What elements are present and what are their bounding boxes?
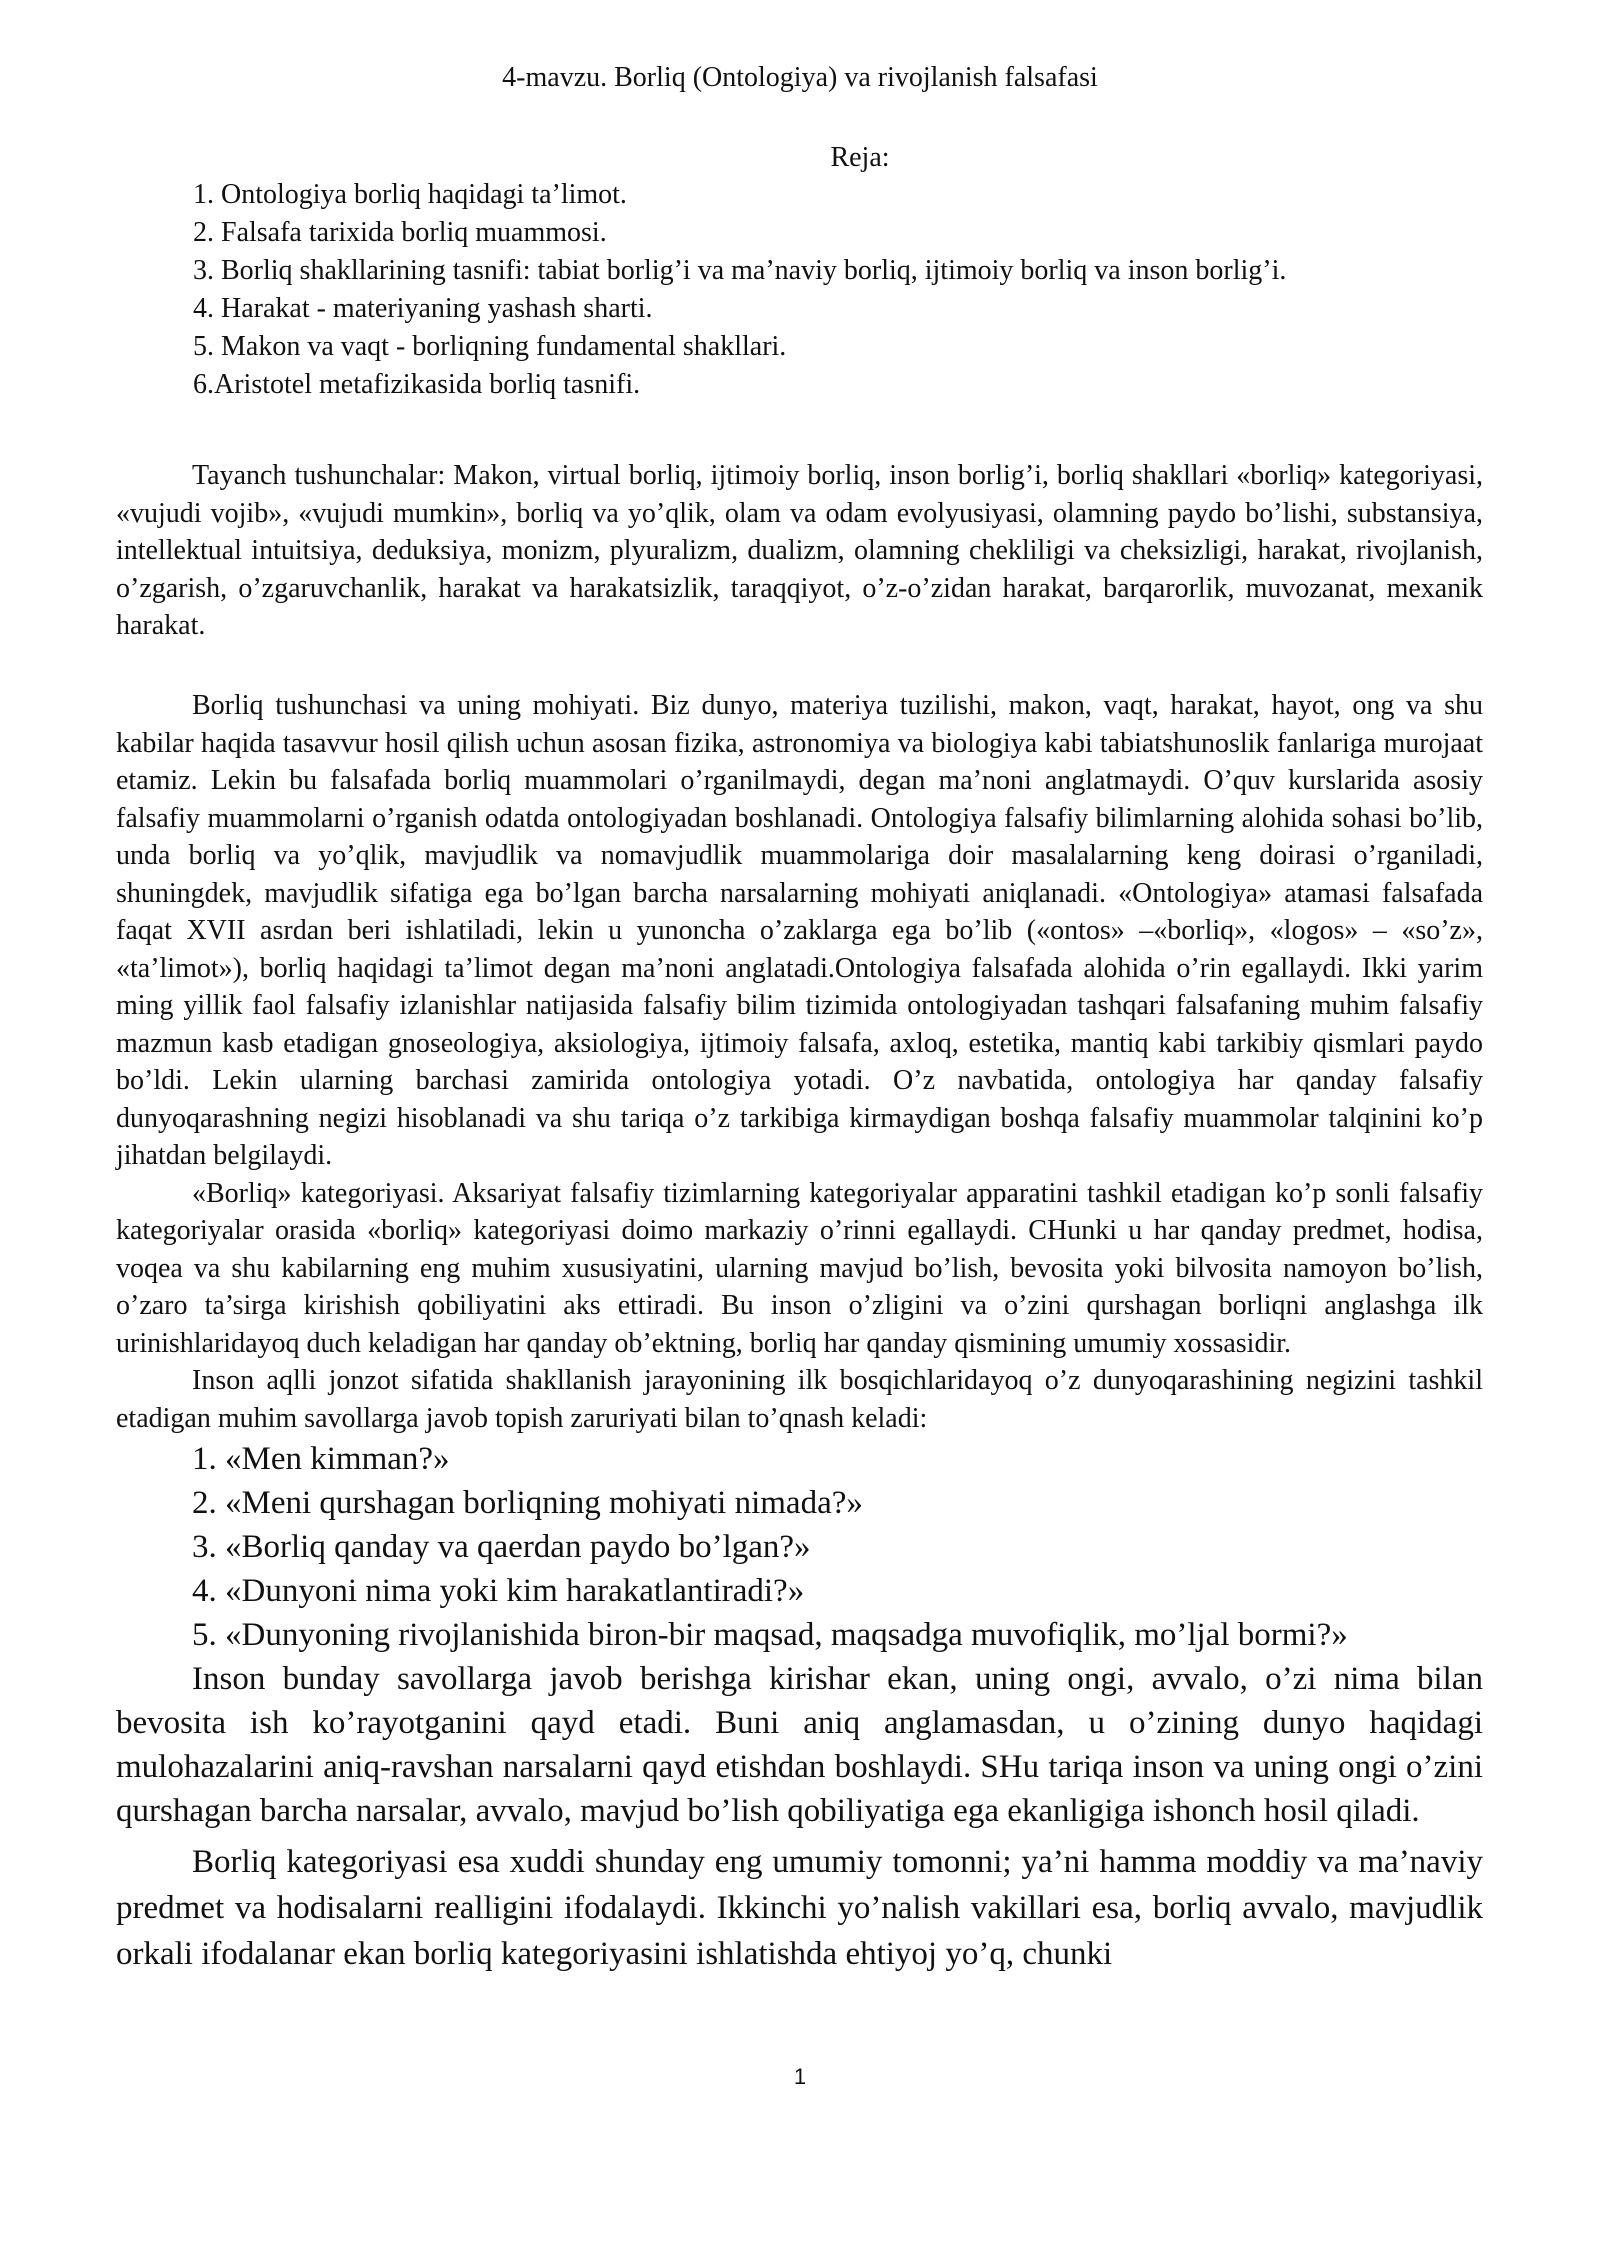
plan-item: 6.Aristotel metafizikasida borliq tasnifi. — [193, 369, 641, 400]
plan-item: 1. Ontologiya borliq haqidagi ta’limot. — [193, 179, 627, 210]
question-item: 2. «Meni qurshagan borliqning mohiyati nimada?» — [192, 1485, 863, 1521]
page-number: 1 — [793, 2064, 807, 2089]
plan-item: 2. Falsafa tarixida borliq muammosi. — [193, 217, 607, 248]
main-text — [116, 687, 1483, 1977]
body-paragraph: Borliq tushunchasi va uning mohiyati. Biz dunyo, materiya tuzilishi, makon, vaqt, harakat, hayot, ong va shu kabilar haqida tasavvur hosil qilish uchun asosan fizika, astronomiya va biologiya kabi tabiatshunoslik fanlariga murojaat etamiz. Lekin bu falsafada borliq muammolari o’rganilmaydi, degan ma’noni anglatmaydi. O’quv kurslarida asosiy falsafiy muammolarni o’rganish odatda ontologiyadan boshlanadi. Ontologiya falsafiy bilimlarning alohida sohasi bo’lib, unda borliq va yo’qlik, mavjudlik va nomavjudlik muammolariga doir masalalarning keng doirasi o’rganiladi, shuningdek, mavjudlik sifatiga ega bo’lgan barcha narsalarning mohiyati aniqlanadi. «Ontologiya» atamasi falsafada faqat XVII asrdan beri ishlatiladi, lekin u yunoncha o’zaklarga ega bo’lib («ontos» –«borliq», «logos» – «so’z», «ta’limot»), borliq haqidagi ta’limot degan ma’noni anglatadi.Ontologiya falsafada alohida o’rin egallaydi. Ikki yarim ming yillik faol falsafiy izlanishlar natijasida falsafiy bilim tizimida ontologiyadan tashqari falsafaning muhim falsafiy mazmun kasb etadigan gnoseologiya, aksiologiya, ijtimoiy falsafa, axloq, estetika, mantiq kabi tarkibiy qismlari paydo bo’ldi. Lekin ularning barchasi zamirida ontologiya yotadi. O’z navbatida, ontologiya har qanday falsafiy dunyoqarashning negizi hisoblanadi va shu tariqa o’z tarkibiga kirmaydigan boshqa falsafiy muammolar talqinini ko’p jihatdan belgilaydi. — [116, 690, 1483, 1171]
questions-list — [116, 1437, 1483, 1657]
question-item: 5. «Dunyoning rivojlanishida biron-bir maqsad, maqsadga muvofiqlik, mo’ljal bormi?» — [192, 1617, 1348, 1653]
plan-item: 3. Borliq shakllarining tasnifi: tabiat borlig’i va ma’naviy borliq, ijtimoiy borliq va inson borlig’i. — [193, 255, 1287, 286]
body-paragraph: Inson bunday savollarga javob berishga kirishar ekan, uning ongi, avvalo, o’zi nima bilan bevosita ish ko’rayotganini qayd etadi. Buni aniq anglamasdan, u o’zining dunyo haqidagi mulohazalarini aniq-ravshan narsalarni qayd etishdan boshlaydi. SHu tariqa inson va uning ongi o’zini qurshagan barcha narsalar, avvalo, mavjud bo’lish qobiliyatiga ega ekanligiga ishonch hosil qiladi. — [116, 1661, 1483, 1829]
body-paragraph: «Borliq» kategoriyasi. Aksariyat falsafiy tizimlarning kategoriyalar apparatini tashkil etadigan ko’p sonli falsafiy kategoriyalar orasida «borliq» kategoriyasi doimo markaziy o’rinni egallaydi. CHunki u har qanday predmet, hodisa, voqea va shu kabilarning eng muhim xususiyatini, ularning mavjud bo’lish, bevosita yoki bilvosita namoyon bo’lish, o’zaro ta’sirga kirishish qobiliyatini aks ettiradi. Bu inson o’zligini va o’zini qurshagan borliqni anglashga ilk urinishlaridayoq duch keladigan har qanday ob’ektning, borliq har qanday qismining umumiy xossasidir. — [116, 1177, 1483, 1359]
document-title: 4-mavzu. Borliq (Ontologiya) va rivojlanish falsafasi — [502, 62, 1098, 93]
plan-item: 5. Makon va vaqt - borliqning fundamental shakllari. — [193, 331, 787, 362]
keywords-paragraph: Tayanch tushunchalar: Makon, virtual borliq, ijtimoiy borliq, inson borlig’i, borliq shakllari «borliq» kategoriyasi, «vujudi vojib», «vujudi mumkin», borliq va yo’qlik, olam va odam evolyusiyasi, olamning paydo bo’lishi, substansiya, intellektual intuitsiya, deduksiya, monizm, plyuralizm, dualizm, olamning chekliligi va cheksizligi, harakat, rivojlanish, o’zgarish, o’zgaruvchanlik, harakat va harakatsizlik, taraqqiyot, o’z-o’zidan harakat, barqarorlik, muvozanat, mexanik harakat. — [116, 460, 1483, 641]
body-paragraph: Borliq kategoriyasi esa xuddi shunday eng umumiy tomonni; ya’ni hamma moddiy va ma’naviy predmet va hodisalarni realligini ifodalaydi. Ikkinchi yo’nalish vakillari esa, borliq avvalo, mavjudlik orkali ifodalanar ekan borliq kategoriyasini ishlatishda ehtiyoj yo’q, chunki — [116, 1844, 1483, 1972]
plan-list — [193, 176, 1513, 404]
plan-item: 4. Harakat - materiyaning yashash sharti. — [193, 293, 653, 324]
plan-heading: Reja: — [830, 142, 890, 173]
question-item: 4. «Dunyoni nima yoki kim harakatlantiradi?» — [192, 1573, 805, 1609]
body-paragraph: Inson aqlli jonzot sifatida shakllanish jarayonining ilk bosqichlaridayoq o’z dunyoqarashining negizini tashkil etadigan muhim savollarga javob topish zaruriyati bilan to’qnash keladi: — [116, 1365, 1483, 1434]
question-item: 3. «Borliq qanday va qaerdan paydo bo’lgan?» — [192, 1529, 811, 1565]
question-item: 1. «Men kimman?» — [192, 1441, 450, 1477]
